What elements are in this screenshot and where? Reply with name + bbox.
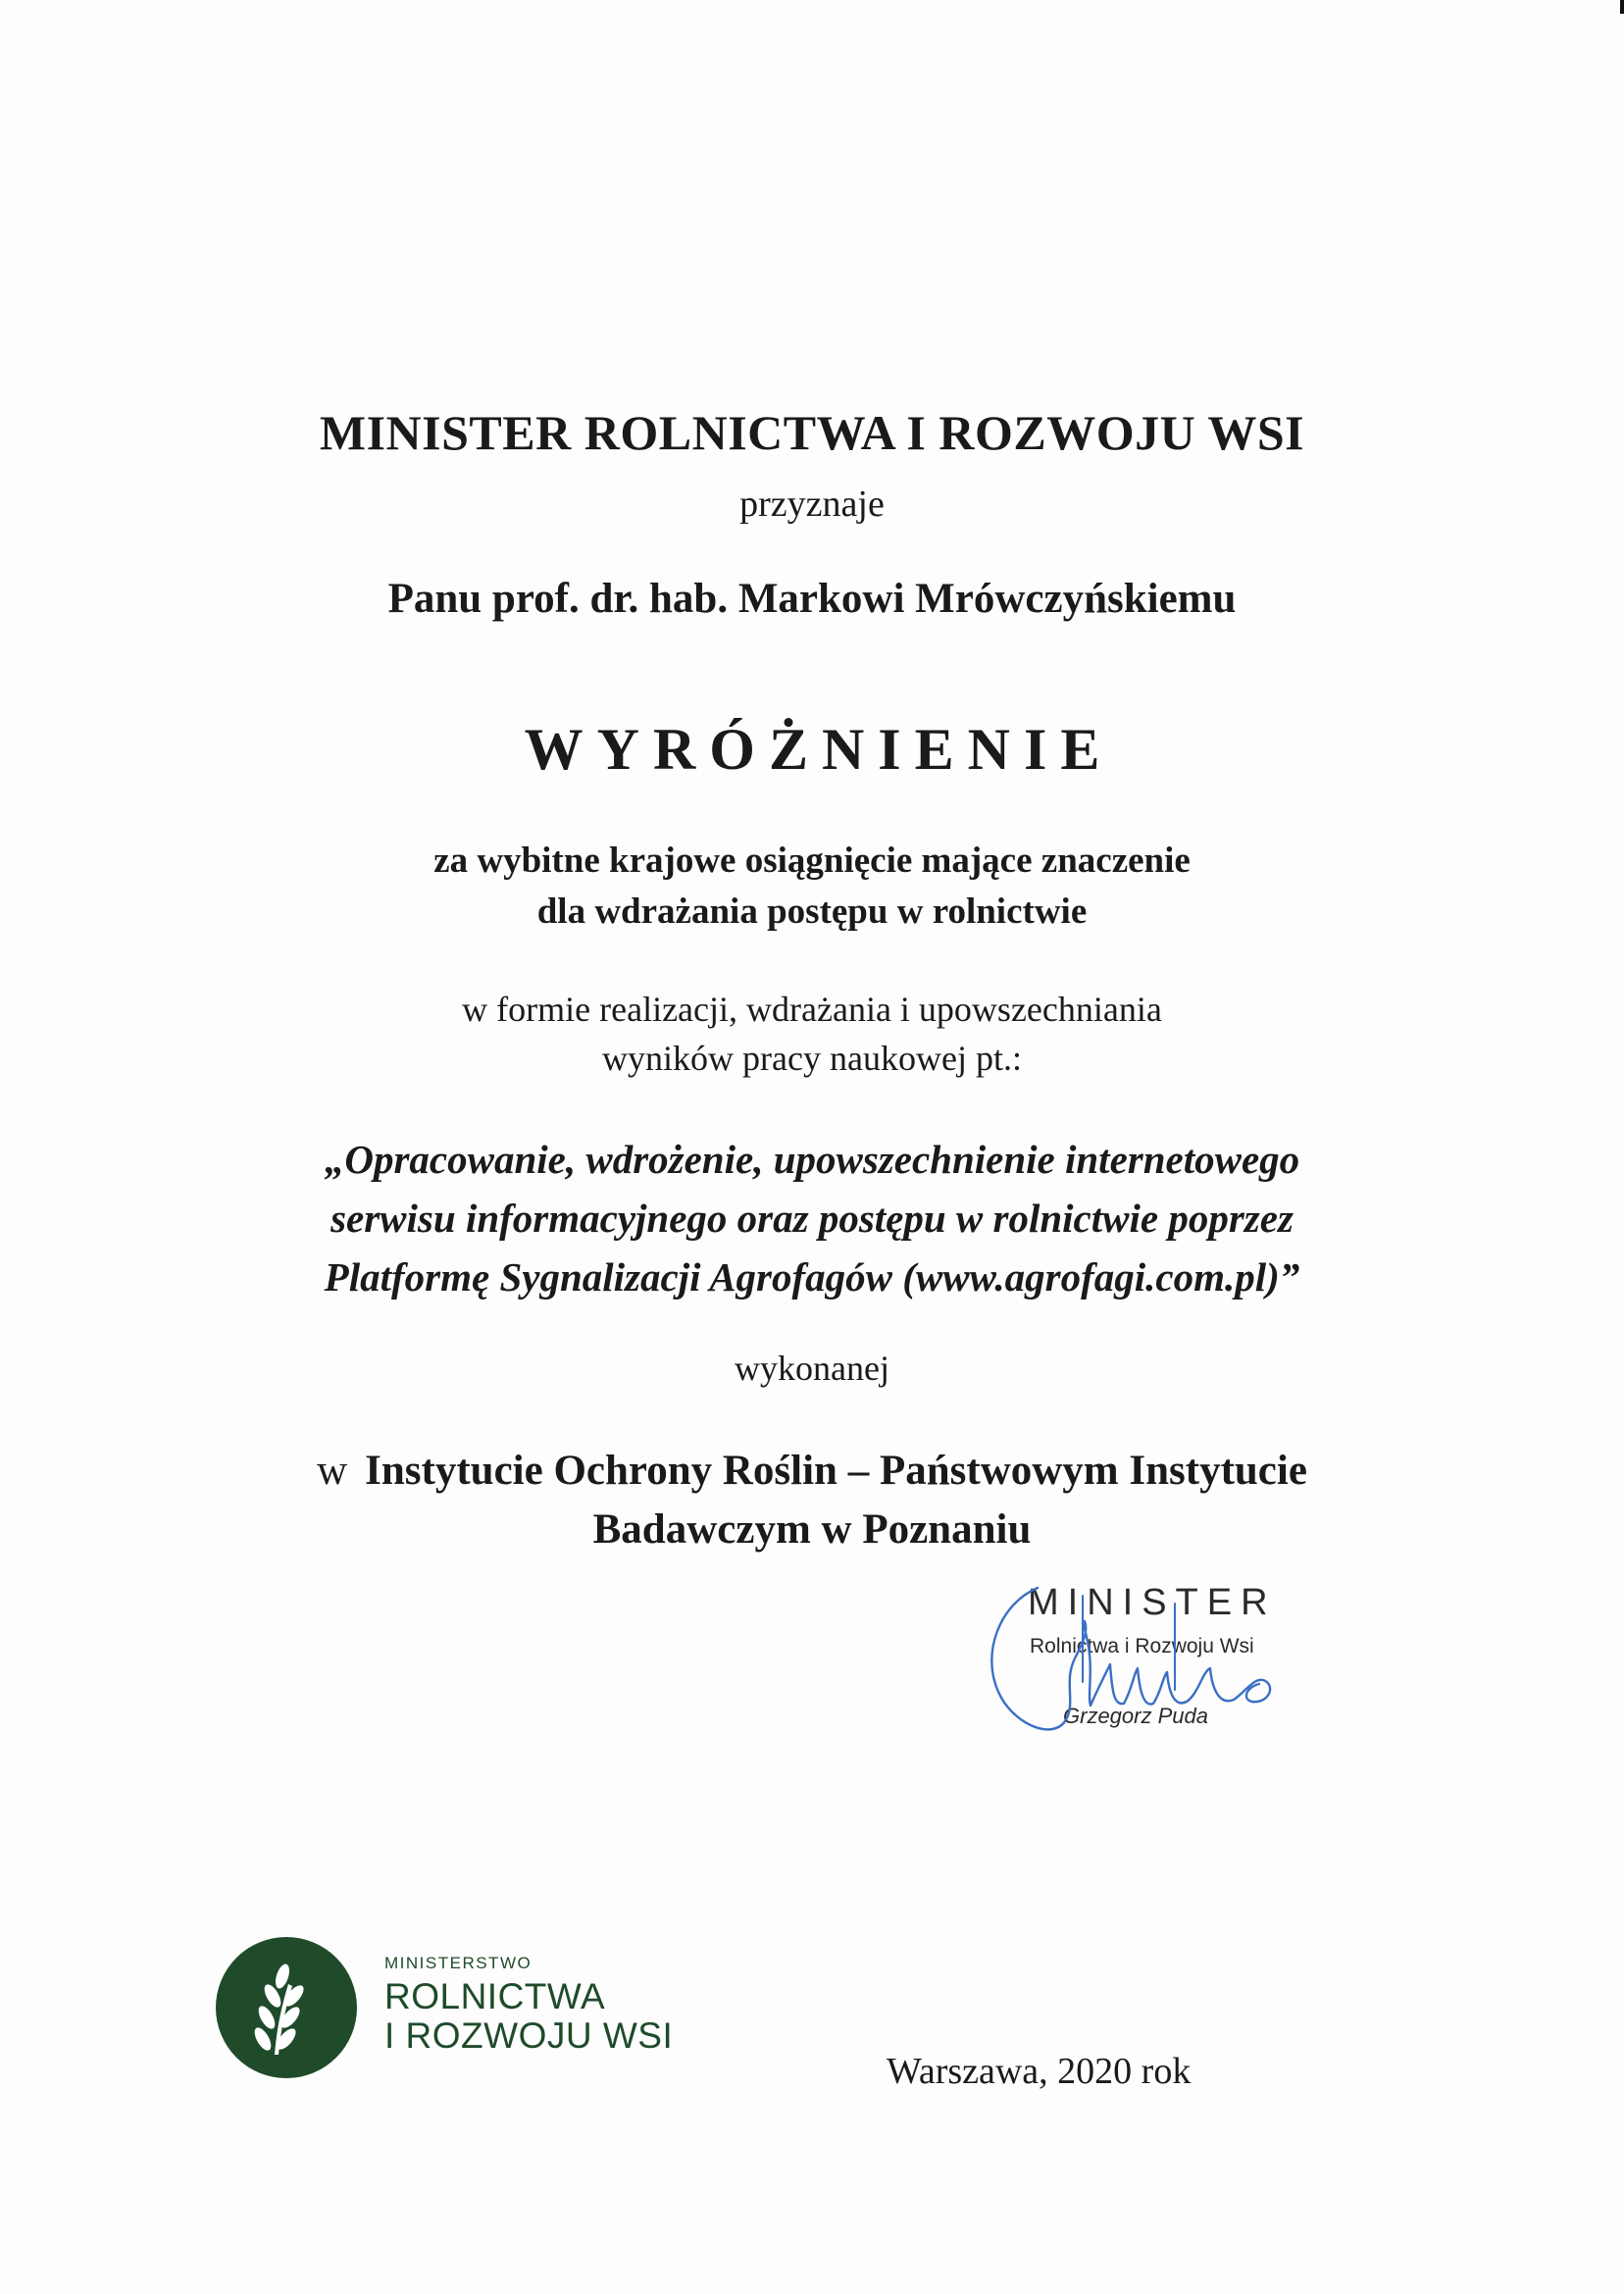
stamp-person: Grzegorz Puda xyxy=(1063,1704,1208,1728)
institution-line-2: Badawczym w Poznaniu xyxy=(592,1506,1032,1553)
award-title: WYRÓŻNIENIE xyxy=(524,717,1114,782)
work-title xyxy=(0,1130,1624,1306)
stamp-title: MINISTER xyxy=(1028,1582,1277,1623)
issuer-heading: MINISTER ROLNICTWA I ROZWOJU WSI xyxy=(319,405,1305,460)
award-form xyxy=(0,985,1624,1083)
performed-text: wykonanej xyxy=(735,1349,889,1388)
award-form-line: w formie realizacji, wdrażania i upowszechniania xyxy=(462,990,1162,1029)
logo-line-2: I ROZWOJU WSI xyxy=(384,2015,674,2056)
work-title-line: serwisu informacyjnego oraz postępu w rolnictwie poprzez xyxy=(330,1196,1294,1241)
wheat-ear-icon xyxy=(216,1937,357,2078)
minister-stamp xyxy=(981,1574,1334,1770)
institution-line-1 xyxy=(0,1442,1624,1501)
award-reason-line: za wybitne krajowe osiągnięcie mające znaczenie xyxy=(433,841,1191,881)
handwritten-signature xyxy=(981,1574,1334,1770)
logo-line-1: ROLNICTWA xyxy=(384,1976,606,2016)
award-reason-line: dla wdrażania postępu w rolnictwie xyxy=(536,892,1088,932)
stamp-subtitle: Rolnictwa i Rozwoju Wsi xyxy=(1030,1635,1254,1657)
work-title-line: „Opracowanie, wdrożenie, upowszechnienie internetowego xyxy=(324,1137,1300,1182)
award-reason xyxy=(0,836,1624,938)
award-form-line: wyników pracy naukowej pt.: xyxy=(602,1039,1022,1078)
place-and-date: Warszawa, 2020 rok xyxy=(887,2051,1192,2092)
recipient-name: Panu prof. dr. hab. Markowi Mrówczyńskiemu xyxy=(387,576,1237,622)
logo-small-text: MINISTERSTWO xyxy=(384,1954,533,1972)
institution-name: Instytucie Ochrony Roślin – Państwowym Instytucie xyxy=(365,1448,1307,1494)
scan-edge-mark xyxy=(1620,0,1624,14)
work-title-line: Platformę Sygnalizacji Agrofagów (www.agrofagi.com.pl)” xyxy=(324,1254,1300,1300)
institution xyxy=(0,1442,1624,1559)
grants-text: przyznaje xyxy=(739,484,885,525)
ministry-logo-text xyxy=(384,1954,673,2056)
institution-prefix: w xyxy=(317,1448,348,1494)
